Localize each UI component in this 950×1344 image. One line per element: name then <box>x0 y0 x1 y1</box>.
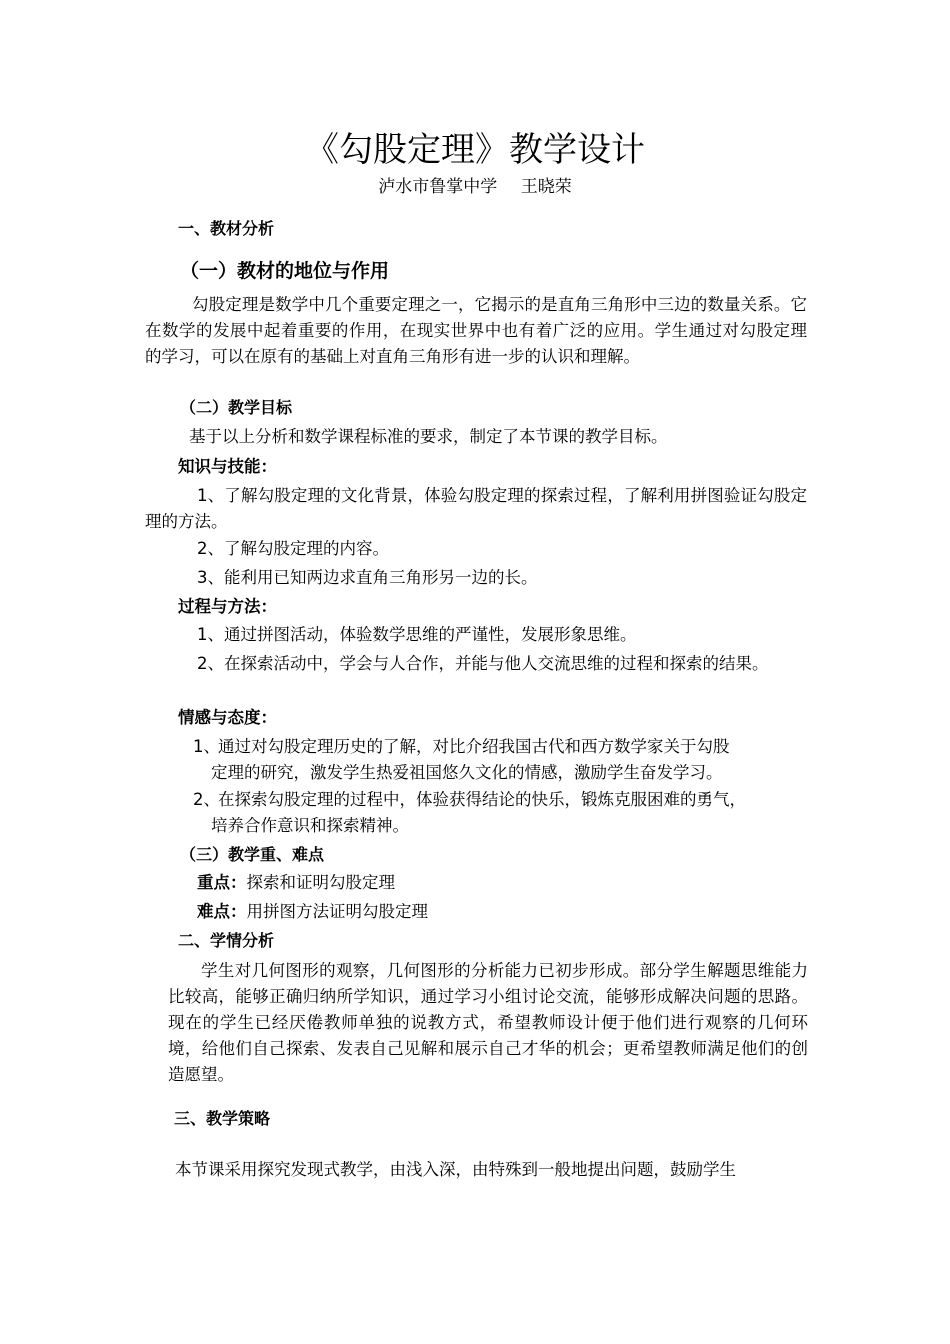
paragraph-status-role: 勾股定理是数学中几个重要定理之一，它揭示的是直角三角形中三边的数量关系。它在数学的发展中起着重要的作用，在现实世界中也有着广泛的应用。学生通过对勾股定理 的学习，可以在原有的基础上对直角三角形有进一步的认识和理解。 <box>145 295 807 366</box>
label-process-methods: 过程与方法： <box>178 597 277 616</box>
label-emotion-attitude: 情感与态度： <box>178 708 277 727</box>
difficulty-text: 用拼图方法证明勾股定理 <box>246 902 428 921</box>
emotion-item-2-line-1: 在探索勾股定理的过程中，体验获得结论的快乐，锻炼克服困难的勇气， <box>218 790 746 809</box>
subsection-heading-status-role: （一）教材的地位与作用 <box>180 260 390 282</box>
emotion-item-2-line-2: 培养合作意识和探索精神。 <box>211 816 409 835</box>
knowledge-item-1: 1、了解勾股定理的文化背景，体验勾股定理的探索过程，了解利用拼图验证勾股定理的方法。 <box>145 486 807 531</box>
emotion-item-1-line-2: 定理的研究，激发学生热爱祖国悠久文化的情感，激励学生奋发学习。 <box>211 763 723 782</box>
emotion-item-2-number: 2、 <box>193 790 220 809</box>
knowledge-item-2: 2、了解勾股定理的内容。 <box>197 539 389 558</box>
key-point-line <box>197 870 395 896</box>
section-heading-textbook-analysis: 一、教材分析 <box>178 219 275 238</box>
difficulty-line <box>197 899 428 925</box>
process-item-2: 2、在探索活动中，学会与人合作，并能与他人交流思维的过程和探索的结果。 <box>197 654 769 673</box>
section-heading-teaching-strategy: 三、教学策略 <box>174 1109 271 1128</box>
goals-intro: 基于以上分析和数学课程标准的要求，制定了本节课的教学目标。 <box>189 427 668 446</box>
subsection-heading-key-difficult-points: （三）教学重、难点 <box>180 845 325 864</box>
author-line: 泸水市鲁掌中学 王晓荣 <box>378 177 572 197</box>
paragraph-student-analysis: 学生对几何图形的观察，几何图形的分析能力已初步形成。部分学生解题思维能力比较高，能够正确归纳所学知识，通过学习小组讨论交流，能够形成解决问题的思路。现在的学生已经厌倦教师单独的说教方式，希望教师设计便于他们进行观察的几何环境，给他们自己探索、发表自己见解和展示自己才华的机会；更希望教师满足他们的创造愿望。 <box>168 961 808 1084</box>
document-title: 《勾股定理》教学设计 <box>305 130 645 170</box>
emotion-item-1-number: 1、 <box>193 737 220 756</box>
subsection-heading-teaching-goals: （二）教学目标 <box>180 398 293 417</box>
knowledge-item-3: 3、能利用已知两边求直角三角形另一边的长。 <box>197 568 538 587</box>
label-knowledge-skills: 知识与技能： <box>178 457 277 476</box>
section-heading-student-analysis: 二、学情分析 <box>178 931 275 950</box>
difficulty-label: 难点： <box>197 902 247 921</box>
process-item-1: 1、通过拼图活动，体验数学思维的严谨性，发展形象思维。 <box>197 625 637 644</box>
key-point-label: 重点： <box>197 873 247 892</box>
key-point-text: 探索和证明勾股定理 <box>246 873 395 892</box>
emotion-item-1-line-1: 通过对勾股定理历史的了解，对比介绍我国古代和西方数学家关于勾股 <box>218 737 730 756</box>
paragraph-teaching-strategy: 本节课采用探究发现式教学，由浅入深，由特殊到一般地提出问题，鼓励学生 <box>175 1160 736 1179</box>
